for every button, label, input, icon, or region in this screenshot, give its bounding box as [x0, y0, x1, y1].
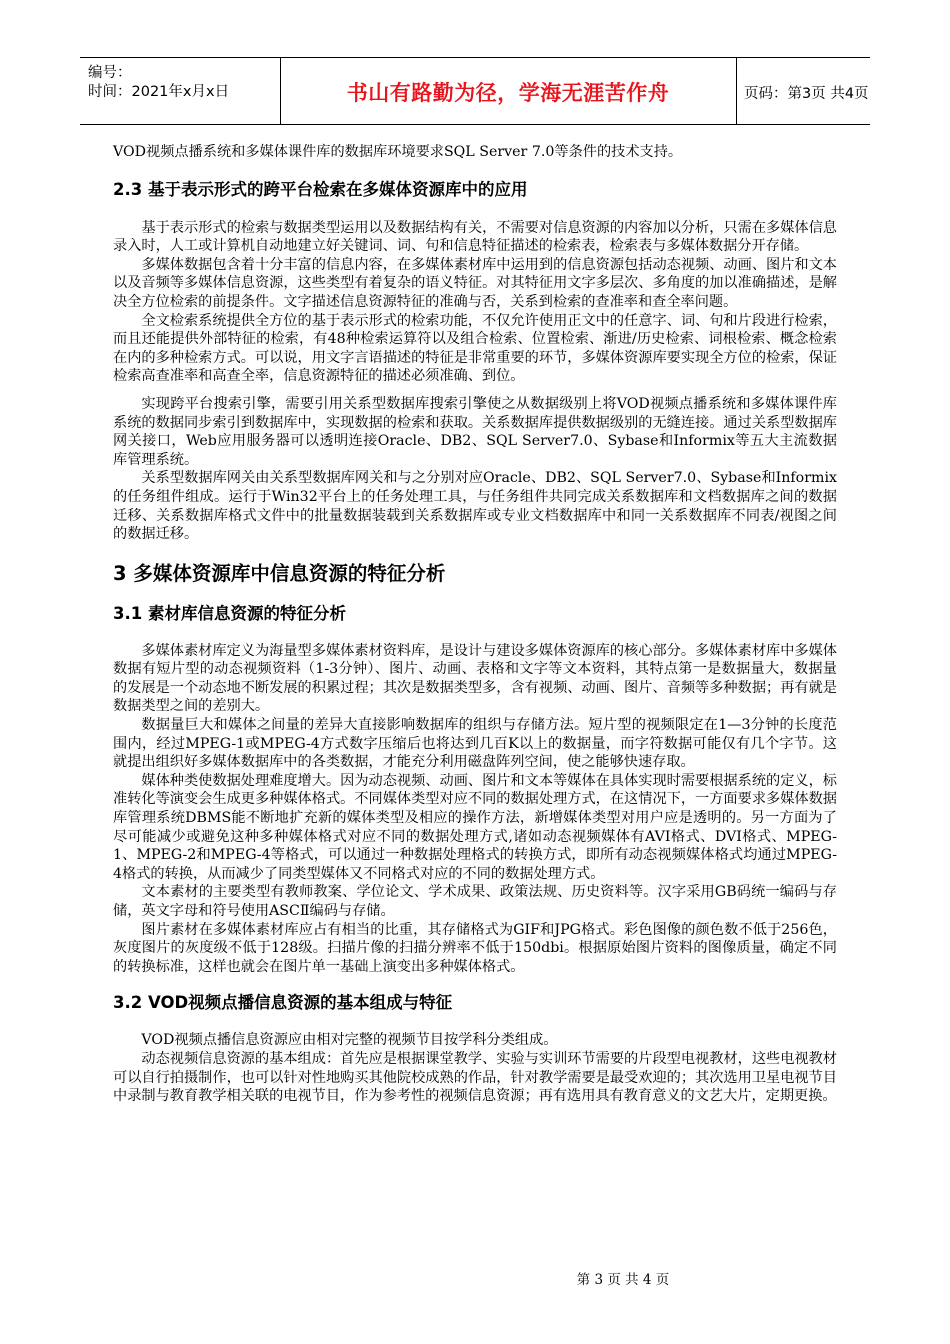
paragraph: 全文检索系统提供全方位的基于表示形式的检索功能，不仅允许使用正文中的任意字、词、句和片段进行检索，而且还能提供外部特征的检索，有48种检索运算符以及组合检索、位置检索、渐进/历史检索、词根检索、概念检索在内的多种检索方式。可以说，用文字言语描述的特征是非常重要的环节，多媒体资源库要实现全方位的检索，保证检索高查准率和高查全率，信息资源特征的描述必须准确、到位。	[113, 312, 837, 385]
paragraph: 动态视频信息资源的基本组成：首先应是根据课堂教学、实验与实训环节需要的片段型电视教材，这些电视教材可以自行拍摄制作，也可以针对性地购买其他院校成熟的作品，针对教学需要是最受欢迎的；其次选用卫星电视节目中录制与教育教学相关联的电视节目，作为参考性的视频信息资源；再有选用具有教育意义的文艺大片，定期更换。	[113, 1050, 837, 1105]
paragraph: VOD视频点播信息资源应由相对完整的视频节目按学科分类组成。	[141, 1032, 558, 1049]
paragraph: 基于表示形式的检索与数据类型运用以及数据结构有关，不需要对信息资源的内容加以分析，只需在多媒体信息录入时，人工或计算机自动地建立好关键词、词、句和信息特征描述的检索表，检索表与多媒体数据分开存储。	[113, 219, 837, 255]
paragraph: 文本素材的主要类型有教师教案、学位论文、学术成果、政策法规、历史资料等。汉字采用GB码统一编码与存储，英文字母和符号使用ASCⅡ编码与存储。	[113, 884, 837, 919]
header-page-cell	[736, 58, 870, 124]
chapter-heading-3: 3 多媒体资源库中信息资源的特征分析	[113, 561, 446, 585]
time-label: 时间：2021年x月x日	[88, 84, 230, 100]
paragraph: 图片素材在多媒体素材库应占有相当的比重，其存储格式为GIF和JPG格式。彩色图像的颜色数不低于256色，灰度图片的灰度级不低于128级。扫描片像的扫描分辨率不低于150dbi。根据原始图片资料的图像质量，确定不同的转换标准，这样也就会在图片单一基础上演变出多种媒体格式。	[113, 921, 837, 975]
paragraph: 关系型数据库网关由关系型数据库网关和与之分别对应Oracle、DB2、SQL Server7.0、Sybase和Informix的任务组件组成。运行于Win32平台上的任务处理工具，与任务组件共同完成关系数据库和文档数据库之间的数据迁移、关系数据库格式文件中的批量数据装载到关系数据库或专业文档数据库中和同一关系数据库不同表/视图之间的数据迁移。	[113, 470, 837, 543]
motto: 书山有路勤为径，学海无涯苦作舟	[346, 81, 670, 105]
section-heading-2-3: 2.3 基于表示形式的跨平台检索在多媒体资源库中的应用	[113, 179, 528, 199]
paragraph: VOD视频点播系统和多媒体课件库的数据库环境要求SQL Server 7.0等条件的技术支持。	[113, 144, 683, 160]
header-motto-cell	[280, 58, 737, 124]
paragraph: 多媒体素材库定义为海量型多媒体素材资料库，是设计与建设多媒体资源库的核心部分。多媒体素材库中多媒体数据有短片型的动态视频资料（1-3分钟）、图片、动画、表格和文字等文本资料，其特点第一是数据量大，数据量的发展是一个动态地不断发展的积累过程；其次是数据类型多，含有视频、动画、图片、音频等多种数据；再有就是数据类型之间的差别大。	[113, 642, 837, 715]
number-label: 编号：	[88, 65, 132, 81]
paragraph: 媒体种类使数据处理难度增大。因为动态视频、动画、图片和文本等媒体在具体实现时需要根据系统的定义，标准转化等演变会生成更多种媒体格式。不同媒体类型对应不同的数据处理方式，在这情况下，一方面要求多媒体数据库管理系统DBMS能不断地扩充新的媒体类型及相应的操作方法，新增媒体类型对用户应是透明的。另一方面为了尽可能减少或避免这种多种媒体格式对应不同的数据处理方式,诸如动态视频媒体有AVI格式、DVI格式、MPEG-1、MPEG-2和MPEG-4等格式，可以通过一种数据处理格式的转换方式，即所有动态视频媒体格式均通过MPEG-4格式的转换，从而减少了同类型媒体又不同格式对应的不同的数据处理方式。	[113, 772, 837, 882]
section-heading-3-2: 3.2 VOD视频点播信息资源的基本组成与特征	[113, 993, 453, 1013]
paragraph: 实现跨平台搜索引擎，需要引用关系型数据库搜索引擎使之从数据级别上将VOD视频点播系统和多媒体课件库系统的数据同步索引到数据库中，实现数据的检索和获取。关系数据库提供数据级别的无缝连接。通过关系型数据库网关接口，Web应用服务器可以透明连接Oracle、DB2、SQL Server7.0、Sybase和Informix等五大主流数据库管理系统。	[113, 395, 837, 468]
page-header	[80, 57, 870, 125]
document-body	[113, 143, 837, 1106]
page-footer	[0, 1268, 950, 1288]
page-info: 页码：第3页 共4页	[744, 86, 869, 102]
header-meta	[80, 58, 281, 124]
section-heading-3-1: 3.1 素材库信息资源的特征分析	[113, 603, 346, 623]
footer-page-number: 第 3 页 共 4 页	[576, 1272, 670, 1288]
paragraph: 数据量巨大和媒体之间量的差异大直接影响数据库的组织与存储方法。短片型的视频限定在1—3分钟的长度范围内，经过MPEG-1或MPEG-4方式数字压缩后也将达到几百K以上的数据量，而字符数据可能仅有几个字节。这就提出组织好多媒体数据库中的各类数据，才能充分利用磁盘阵列空间，使之能够快速存取。	[113, 717, 837, 771]
paragraph: 多媒体数据包含着十分丰富的信息内容，在多媒体素材库中运用到的信息资源包括动态视频、动画、图片和文本以及音频等多媒体信息资源，这些类型有着复杂的语义特征。对其特征用文字多层次、多角度的加以准确描述，是解决全方位检索的前提条件。文字描述信息资源特征的准确与否，关系到检索的查准率和查全率问题。	[113, 256, 837, 310]
